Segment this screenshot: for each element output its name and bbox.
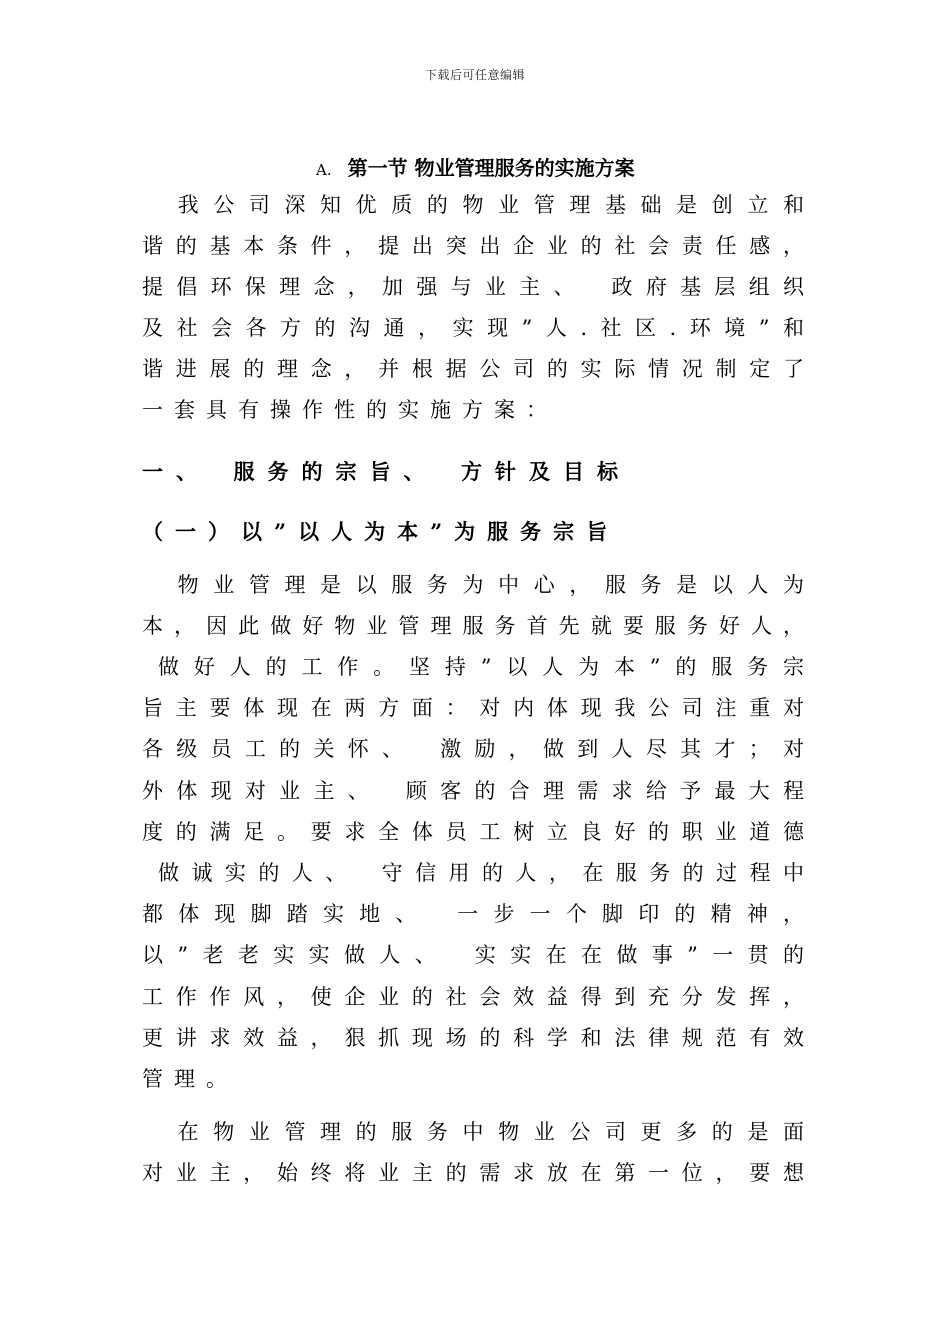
- title-text: 第一节 物业管理服务的实施方案: [347, 156, 635, 180]
- section-heading: 一、 服务的宗旨、 方针及目标: [142, 459, 631, 484]
- para1-line: 以”老老实实做人、 实实在在做事”一贯的: [142, 943, 804, 967]
- para1-line: 旨主要体现在两方面：对内体现我公司注重对: [142, 696, 804, 720]
- para1-line: 物业管理是以服务为中心，服务是以人为: [142, 573, 804, 597]
- intro-line: 及社会各方的沟通，实现”人.社区.环境”和: [142, 316, 804, 340]
- subsection-heading: （一）以”以人为本”为服务宗旨: [142, 519, 620, 544]
- para1-line: 工作作风，使企业的社会效益得到充分发挥，: [142, 985, 804, 1009]
- para1-line: 做好人的工作。坚持”以人为本”的服务宗: [158, 655, 804, 679]
- document-title: [316, 152, 635, 181]
- intro-line: 我公司深知优质的物业管理基础是创立和: [142, 193, 804, 217]
- intro-line: 谐的基本条件，提出突出企业的社会责任感，: [142, 234, 804, 258]
- intro-line: 谐进展的理念，并根据公司的实际情况制定了: [142, 357, 804, 381]
- title-prefix: A.: [316, 161, 332, 179]
- para1-line: 都体现脚踏实地、 一步一个脚印的精神，: [142, 902, 804, 926]
- intro-line: 提倡环保理念，加强与业主、 政府基层组织: [142, 275, 804, 299]
- para1-line: 各级员工的关怀、 激励，做到人尽其才；对: [142, 737, 804, 761]
- para1-line: 度的满足。要求全体员工树立良好的职业道德: [142, 820, 804, 844]
- para1-line: 管理。: [142, 1067, 238, 1091]
- page-header: 下载后可任意编辑: [424, 68, 525, 82]
- para2-line: 对业主，始终将业主的需求放在第一位，要想: [142, 1161, 804, 1185]
- para1-line: 本，因此做好物业管理服务首先就要服务好人，: [142, 614, 804, 638]
- intro-line: 一套具有操作性的实施方案：: [142, 398, 558, 422]
- para1-line: 更讲求效益，狠抓现场的科学和法律规范有效: [142, 1026, 804, 1050]
- para2-line: 在物业管理的服务中物业公司更多的是面: [142, 1120, 804, 1144]
- para1-line: 做诚实的人、 守信用的人，在服务的过程中: [158, 861, 804, 885]
- para1-line: 外体现对业主、 顾客的合理需求给予最大程: [142, 779, 804, 803]
